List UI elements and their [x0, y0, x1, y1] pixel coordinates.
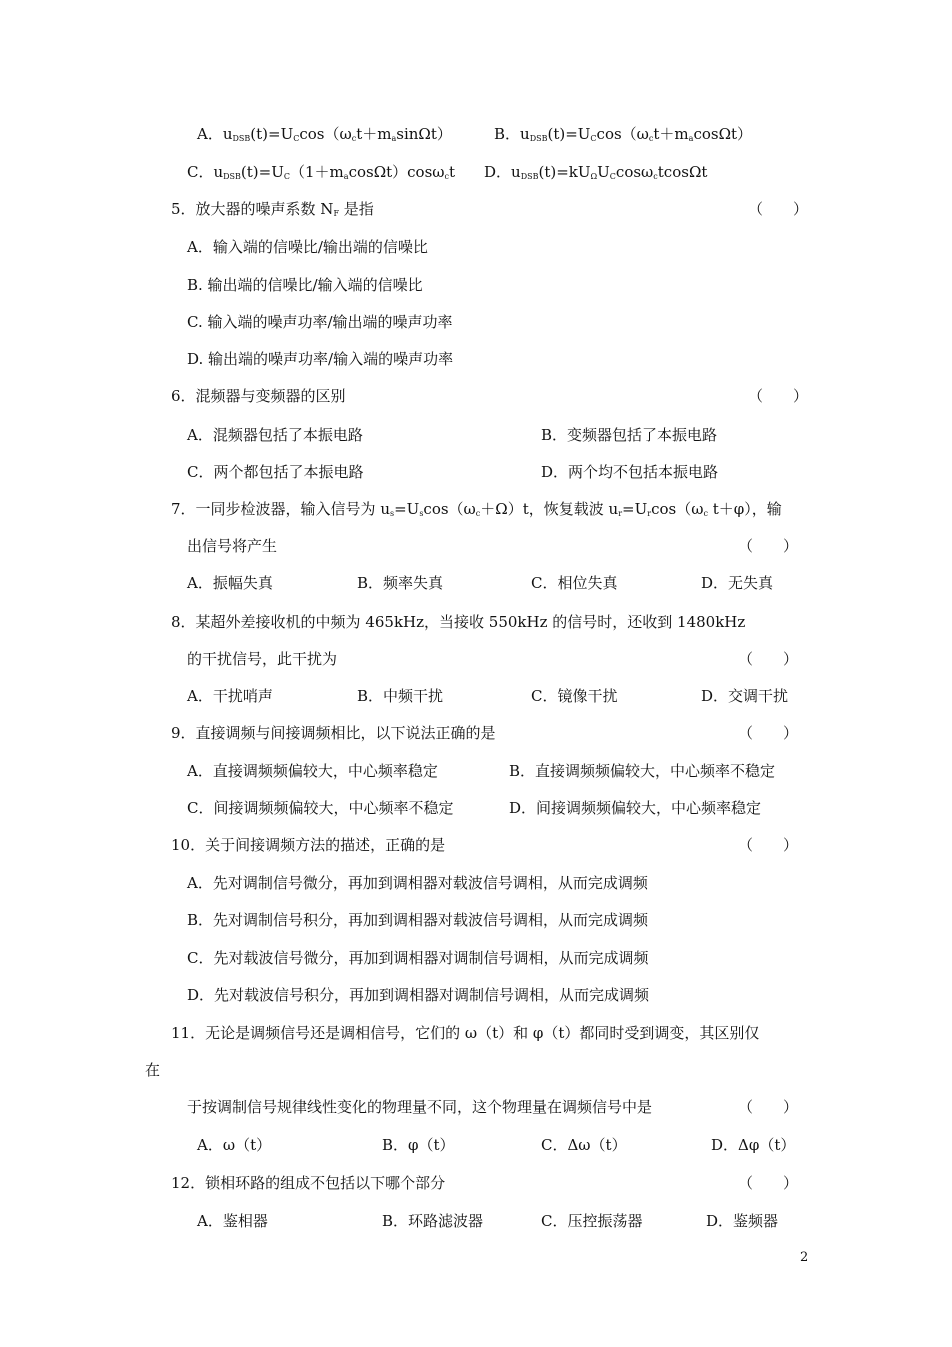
- q12-option-d: D．鉴频器: [706, 1212, 779, 1230]
- q8-option-a: A．干扰哨声: [187, 687, 273, 705]
- q9-option-a: A．直接调频频偏较大，中心频率稳定: [187, 762, 438, 780]
- q7-answer-paren: （ ）: [738, 537, 799, 555]
- q8-answer-paren: （ ）: [738, 650, 799, 668]
- q9-option-c: C．间接调频频偏较大，中心频率不稳定: [187, 799, 454, 817]
- q12-answer-paren: （ ）: [738, 1174, 799, 1192]
- q7-option-c: C．相位失真: [531, 574, 618, 592]
- q6-option-c: C．两个都包括了本振电路: [187, 463, 364, 481]
- q11-stem-line2: 于按调制信号规律线性变化的物理量不同，这个物理量在调频信号中是: [187, 1098, 653, 1116]
- q9-option-b: B．直接调频频偏较大，中心频率不稳定: [509, 762, 776, 780]
- q10-option-b: B．先对调制信号积分，再加到调相器对载波信号调相，从而完成调频: [187, 911, 649, 929]
- q5-option-a: A．输入端的信噪比/输出端的信噪比: [187, 238, 428, 256]
- q10-answer-paren: （ ）: [738, 836, 799, 854]
- q10-option-a: A．先对调制信号微分，再加到调相器对载波信号调相，从而完成调频: [187, 874, 648, 892]
- q6-option-b: B．变频器包括了本振电路: [541, 426, 718, 444]
- q7-option-b: B．频率失真: [357, 574, 444, 592]
- q7-stem: 7．一同步检波器，输入信号为 $u_s=U_s\cos(\omega_c+\Omega)t$，恢复载波 $u_r=U_r\cos(\omega_c$ t＋φ），输: [171, 500, 782, 518]
- q5-stem: 5．放大器的噪声系数 $N_F$ 是指: [171, 200, 374, 218]
- q8-option-d: D．交调干扰: [701, 687, 789, 705]
- q7-option-d: D．无失真: [701, 574, 774, 592]
- q10-option-c: C．先对载波信号微分，再加到调相器对调制信号调相，从而完成调频: [187, 949, 649, 967]
- q8-stem: 8．某超外差接收机的中频为 465kHz，当接收 550kHz 的信号时，还收到 1480kHz: [171, 613, 746, 631]
- q10-stem: 10．关于间接调频方法的描述，正确的是: [171, 836, 446, 854]
- q9-option-d: D．间接调频频偏较大，中心频率稳定: [509, 799, 762, 817]
- q11-option-b: B．φ（t）: [382, 1136, 455, 1154]
- q7-option-a: A．振幅失真: [187, 574, 273, 592]
- q10-option-d: D．先对载波信号积分，再加到调相器对调制信号调相，从而完成调频: [187, 986, 650, 1004]
- q5-answer-paren: （ ）: [748, 200, 809, 218]
- q12-option-b: B．环路滤波器: [382, 1212, 484, 1230]
- q9-stem: 9．直接调频与间接调频相比，以下说法正确的是: [171, 724, 496, 742]
- q9-answer-paren: （ ）: [738, 724, 799, 742]
- q4-option-b: B．$u_{DSB}(t)=U_C\cos(\omega_ct+m_a\cos\Omega t)$: [494, 125, 753, 143]
- q6-option-d: D．两个均不包括本振电路: [541, 463, 719, 481]
- q8-option-b: B．中频干扰: [357, 687, 444, 705]
- page-number: 2: [800, 1250, 809, 1265]
- q6-stem: 6．混频器与变频器的区别: [171, 387, 346, 405]
- q8-option-c: C．镜像干扰: [531, 687, 618, 705]
- q12-option-c: C．压控振荡器: [541, 1212, 643, 1230]
- q8-stem-line2: 的干扰信号，此干扰为: [187, 650, 338, 668]
- q12-stem: 12．锁相环路的组成不包括以下哪个部分: [171, 1174, 446, 1192]
- q4-option-a: A．$u_{DSB}(t)=U_C\cos(\omega_ct+m_a\sin\Omega t)$: [197, 125, 452, 143]
- q6-answer-paren: （ ）: [748, 387, 809, 405]
- q5-option-d: D. 输出端的噪声功率/输入端的噪声功率: [187, 350, 454, 368]
- q12-option-a: A．鉴相器: [197, 1212, 268, 1230]
- q11-option-d: D．Δφ（t）: [711, 1136, 796, 1154]
- q7-stem-line2: 出信号将产生: [187, 537, 278, 555]
- q6-option-a: A．混频器包括了本振电路: [187, 426, 363, 444]
- q5-option-c: C. 输入端的噪声功率/输出端的噪声功率: [187, 313, 453, 331]
- q4-option-c: C．$u_{DSB}(t)=U_C(1+m_a\cos\Omega t)\cos\omega_ct$: [187, 163, 456, 181]
- q11-stem-wrap: 在: [145, 1061, 161, 1079]
- q11-answer-paren: （ ）: [738, 1098, 799, 1116]
- q11-option-c: C．Δω（t）: [541, 1136, 627, 1154]
- q11-stem: 11．无论是调频信号还是调相信号，它们的 ω（t）和 φ（t）都同时受到调变，其区别仅: [171, 1024, 760, 1042]
- q4-option-d: D．$u_{DSB}(t)=kU_\Omega U_C\cos\omega_ctcos\Omega t$: [484, 163, 708, 181]
- q5-option-b: B. 输出端的信噪比/输入端的信噪比: [187, 276, 423, 294]
- q11-option-a: A．ω（t）: [197, 1136, 272, 1154]
